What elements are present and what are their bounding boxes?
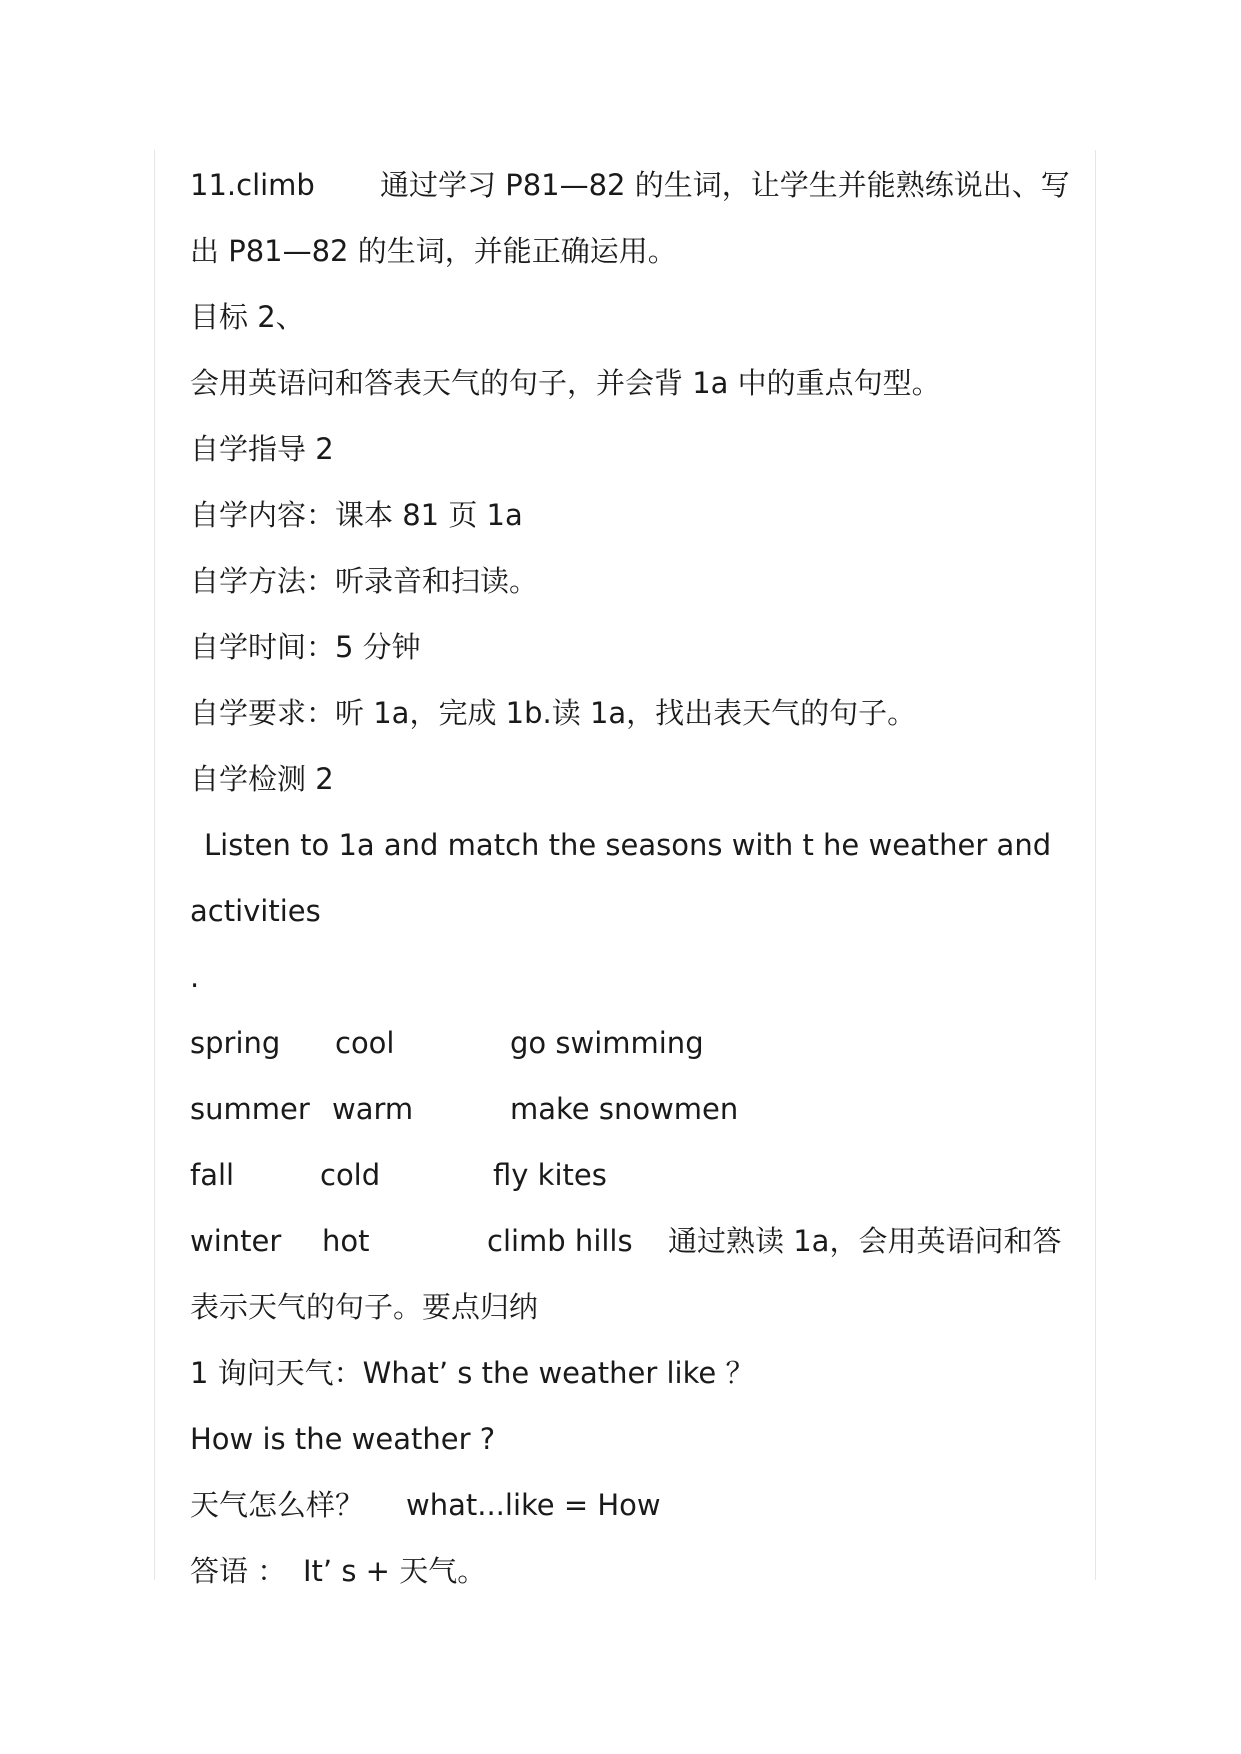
instruction-line-2: activities	[190, 894, 321, 928]
activity-cell: go swimming	[510, 1026, 704, 1060]
season-cell: summer	[190, 1092, 310, 1126]
line-2: 出 P81—82 的生词，并能正确运用。	[190, 234, 677, 268]
study-method: 自学方法：听录音和扫读。	[190, 564, 539, 598]
key-point-alt-question: How is the weather ?	[190, 1422, 496, 1456]
equivalence-note: what...like = How	[406, 1488, 661, 1522]
season-cell: spring	[190, 1026, 281, 1060]
document-body	[190, 161, 1080, 1613]
answer-formula: It’ s + 天气。	[303, 1554, 487, 1588]
table-row	[190, 1217, 1080, 1283]
activity-cell: fly kites	[493, 1158, 607, 1192]
objective-note: 通过熟读 1a，会用英语问和答	[668, 1224, 1062, 1258]
weather-cell: hot	[322, 1224, 370, 1258]
study-content: 自学内容：课本 81 页 1a	[190, 498, 523, 532]
instruction-line-1: Listen to 1a and match the seasons with t he weather and	[204, 828, 1052, 862]
goal-2-text: 会用英语问和答表天气的句子，并会背 1a 中的重点句型。	[190, 366, 941, 400]
season-cell: winter	[190, 1224, 282, 1258]
study-requirement: 自学要求：听 1a，完成 1b.读 1a，找出表天气的句子。	[190, 696, 917, 730]
activity-cell: make snowmen	[510, 1092, 739, 1126]
study-time: 自学时间：5 分钟	[190, 630, 421, 664]
table-row	[190, 1151, 1080, 1217]
objective-note-continued: 表示天气的句子。要点归纳	[190, 1290, 539, 1324]
heading-self-check: 自学检测 2	[190, 762, 334, 796]
weather-cell: cold	[320, 1158, 381, 1192]
key-point-translation	[190, 1481, 1080, 1547]
heading-self-study-guide: 自学指导 2	[190, 432, 334, 466]
table-row	[190, 1019, 1080, 1085]
answer-pattern	[190, 1547, 1080, 1613]
table-row	[190, 1085, 1080, 1151]
page-border-right	[1095, 150, 1096, 1580]
objective-text: 通过学习 P81—82 的生词，让学生并能熟练说出、写	[380, 168, 1070, 202]
translation-text: 天气怎么样？	[190, 1488, 365, 1522]
weather-cell: warm	[332, 1092, 414, 1126]
line-1	[190, 161, 1080, 227]
answer-label: 答语 ：	[190, 1554, 287, 1588]
vocab-item: 11.climb	[190, 168, 315, 202]
weather-cell: cool	[335, 1026, 395, 1060]
key-point-1: 1 询问天气：What’ s the weather like ？	[190, 1356, 755, 1390]
heading-goal-2: 目标 2、	[190, 300, 305, 334]
activity-cell: climb hills	[487, 1224, 633, 1258]
page-border-left	[154, 150, 155, 1580]
season-cell: fall	[190, 1158, 235, 1192]
instruction-period: .	[190, 960, 200, 994]
